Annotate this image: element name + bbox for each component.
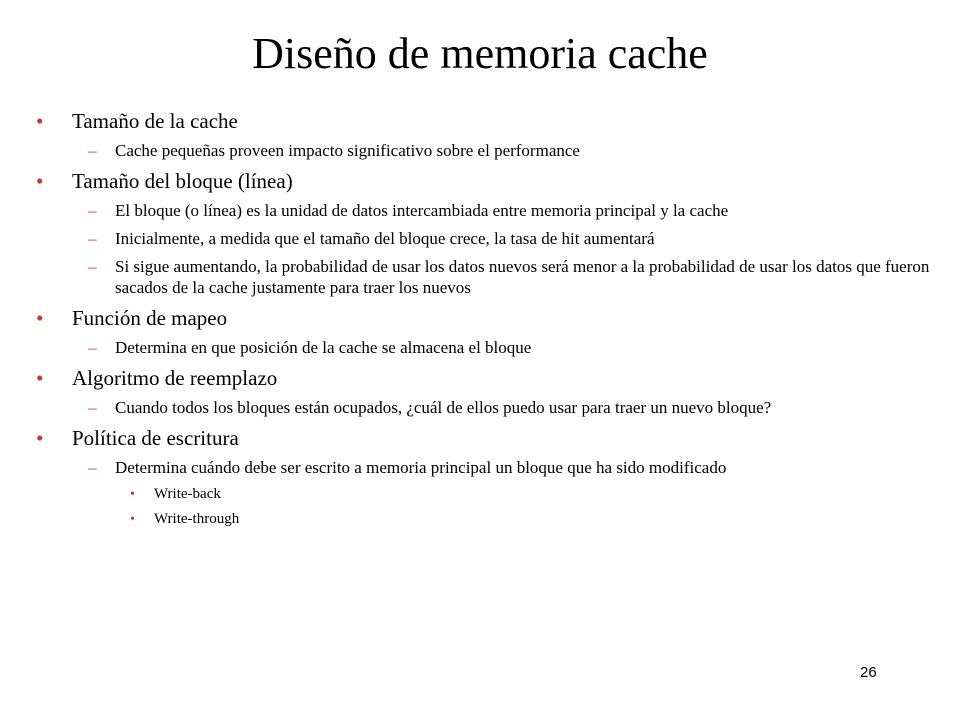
bullet-icon: • (36, 306, 44, 330)
bullet-icon: • (130, 487, 135, 502)
sub-bullet-item (0, 337, 930, 358)
sub-sub-bullet-item (0, 510, 854, 529)
sub-bullet-item (0, 200, 930, 221)
bullet-item (0, 425, 892, 451)
sub-sub-bullet-text: Write-back (154, 486, 221, 502)
bullet-item (0, 305, 892, 331)
sub-bullet-text: El bloque (o línea) es la unidad de datos intercambiada entre memoria principal y la cache (115, 201, 729, 220)
dash-icon: – (88, 141, 97, 160)
bullet-icon: • (36, 426, 44, 450)
bullet-item (0, 168, 892, 194)
bullet-item (0, 365, 892, 391)
sub-bullet-text: Determina en que posición de la cache se almacena el bloque (115, 338, 532, 357)
sub-bullet-item (0, 256, 930, 298)
dash-icon: – (88, 229, 97, 248)
dash-icon: – (88, 201, 97, 220)
sub-bullet-text: Cuando todos los bloques están ocupados, ¿cuál de ellos puedo usar para traer un nuevo bloque? (115, 398, 772, 417)
bullet-text: Función de mapeo (72, 306, 228, 330)
sub-bullet-text: Si sigue aumentando, la probabilidad de usar los datos nuevos será menor a la probabilidad de usar los datos que fueron sacados de la cache justamente para traer los nuevos (115, 257, 930, 297)
bullet-icon: • (36, 169, 44, 193)
bullet-text: Política de escritura (72, 426, 239, 450)
bullet-text: Algoritmo de reemplazo (72, 366, 278, 390)
sub-sub-bullet-item (0, 485, 854, 504)
sub-bullet-text: Cache pequeñas proveen impacto significativo sobre el performance (115, 141, 580, 160)
dash-icon: – (88, 257, 97, 276)
sub-bullet-text: Inicialmente, a medida que el tamaño del bloque crece, la tasa de hit aumentará (115, 229, 655, 248)
bullet-text: Tamaño del bloque (línea) (72, 169, 293, 193)
bullet-icon: • (130, 512, 135, 527)
page-number: 26 (860, 664, 877, 681)
slide-content (0, 108, 960, 535)
sub-bullet-text: Determina cuándo debe ser escrito a memoria principal un bloque que ha sido modificado (115, 458, 727, 477)
sub-sub-bullet-text: Write-through (154, 511, 240, 527)
sub-bullet-item (0, 397, 930, 418)
bullet-icon: • (36, 109, 44, 133)
sub-bullet-item (0, 228, 930, 249)
bullet-icon: • (36, 366, 44, 390)
sub-bullet-item (0, 140, 930, 161)
bullet-text: Tamaño de la cache (72, 109, 238, 133)
bullet-item (0, 108, 892, 134)
dash-icon: – (88, 458, 97, 477)
dash-icon: – (88, 398, 97, 417)
sub-bullet-item (0, 457, 930, 478)
slide-title: Diseño de memoria cache (252, 29, 708, 78)
dash-icon: – (88, 338, 97, 357)
